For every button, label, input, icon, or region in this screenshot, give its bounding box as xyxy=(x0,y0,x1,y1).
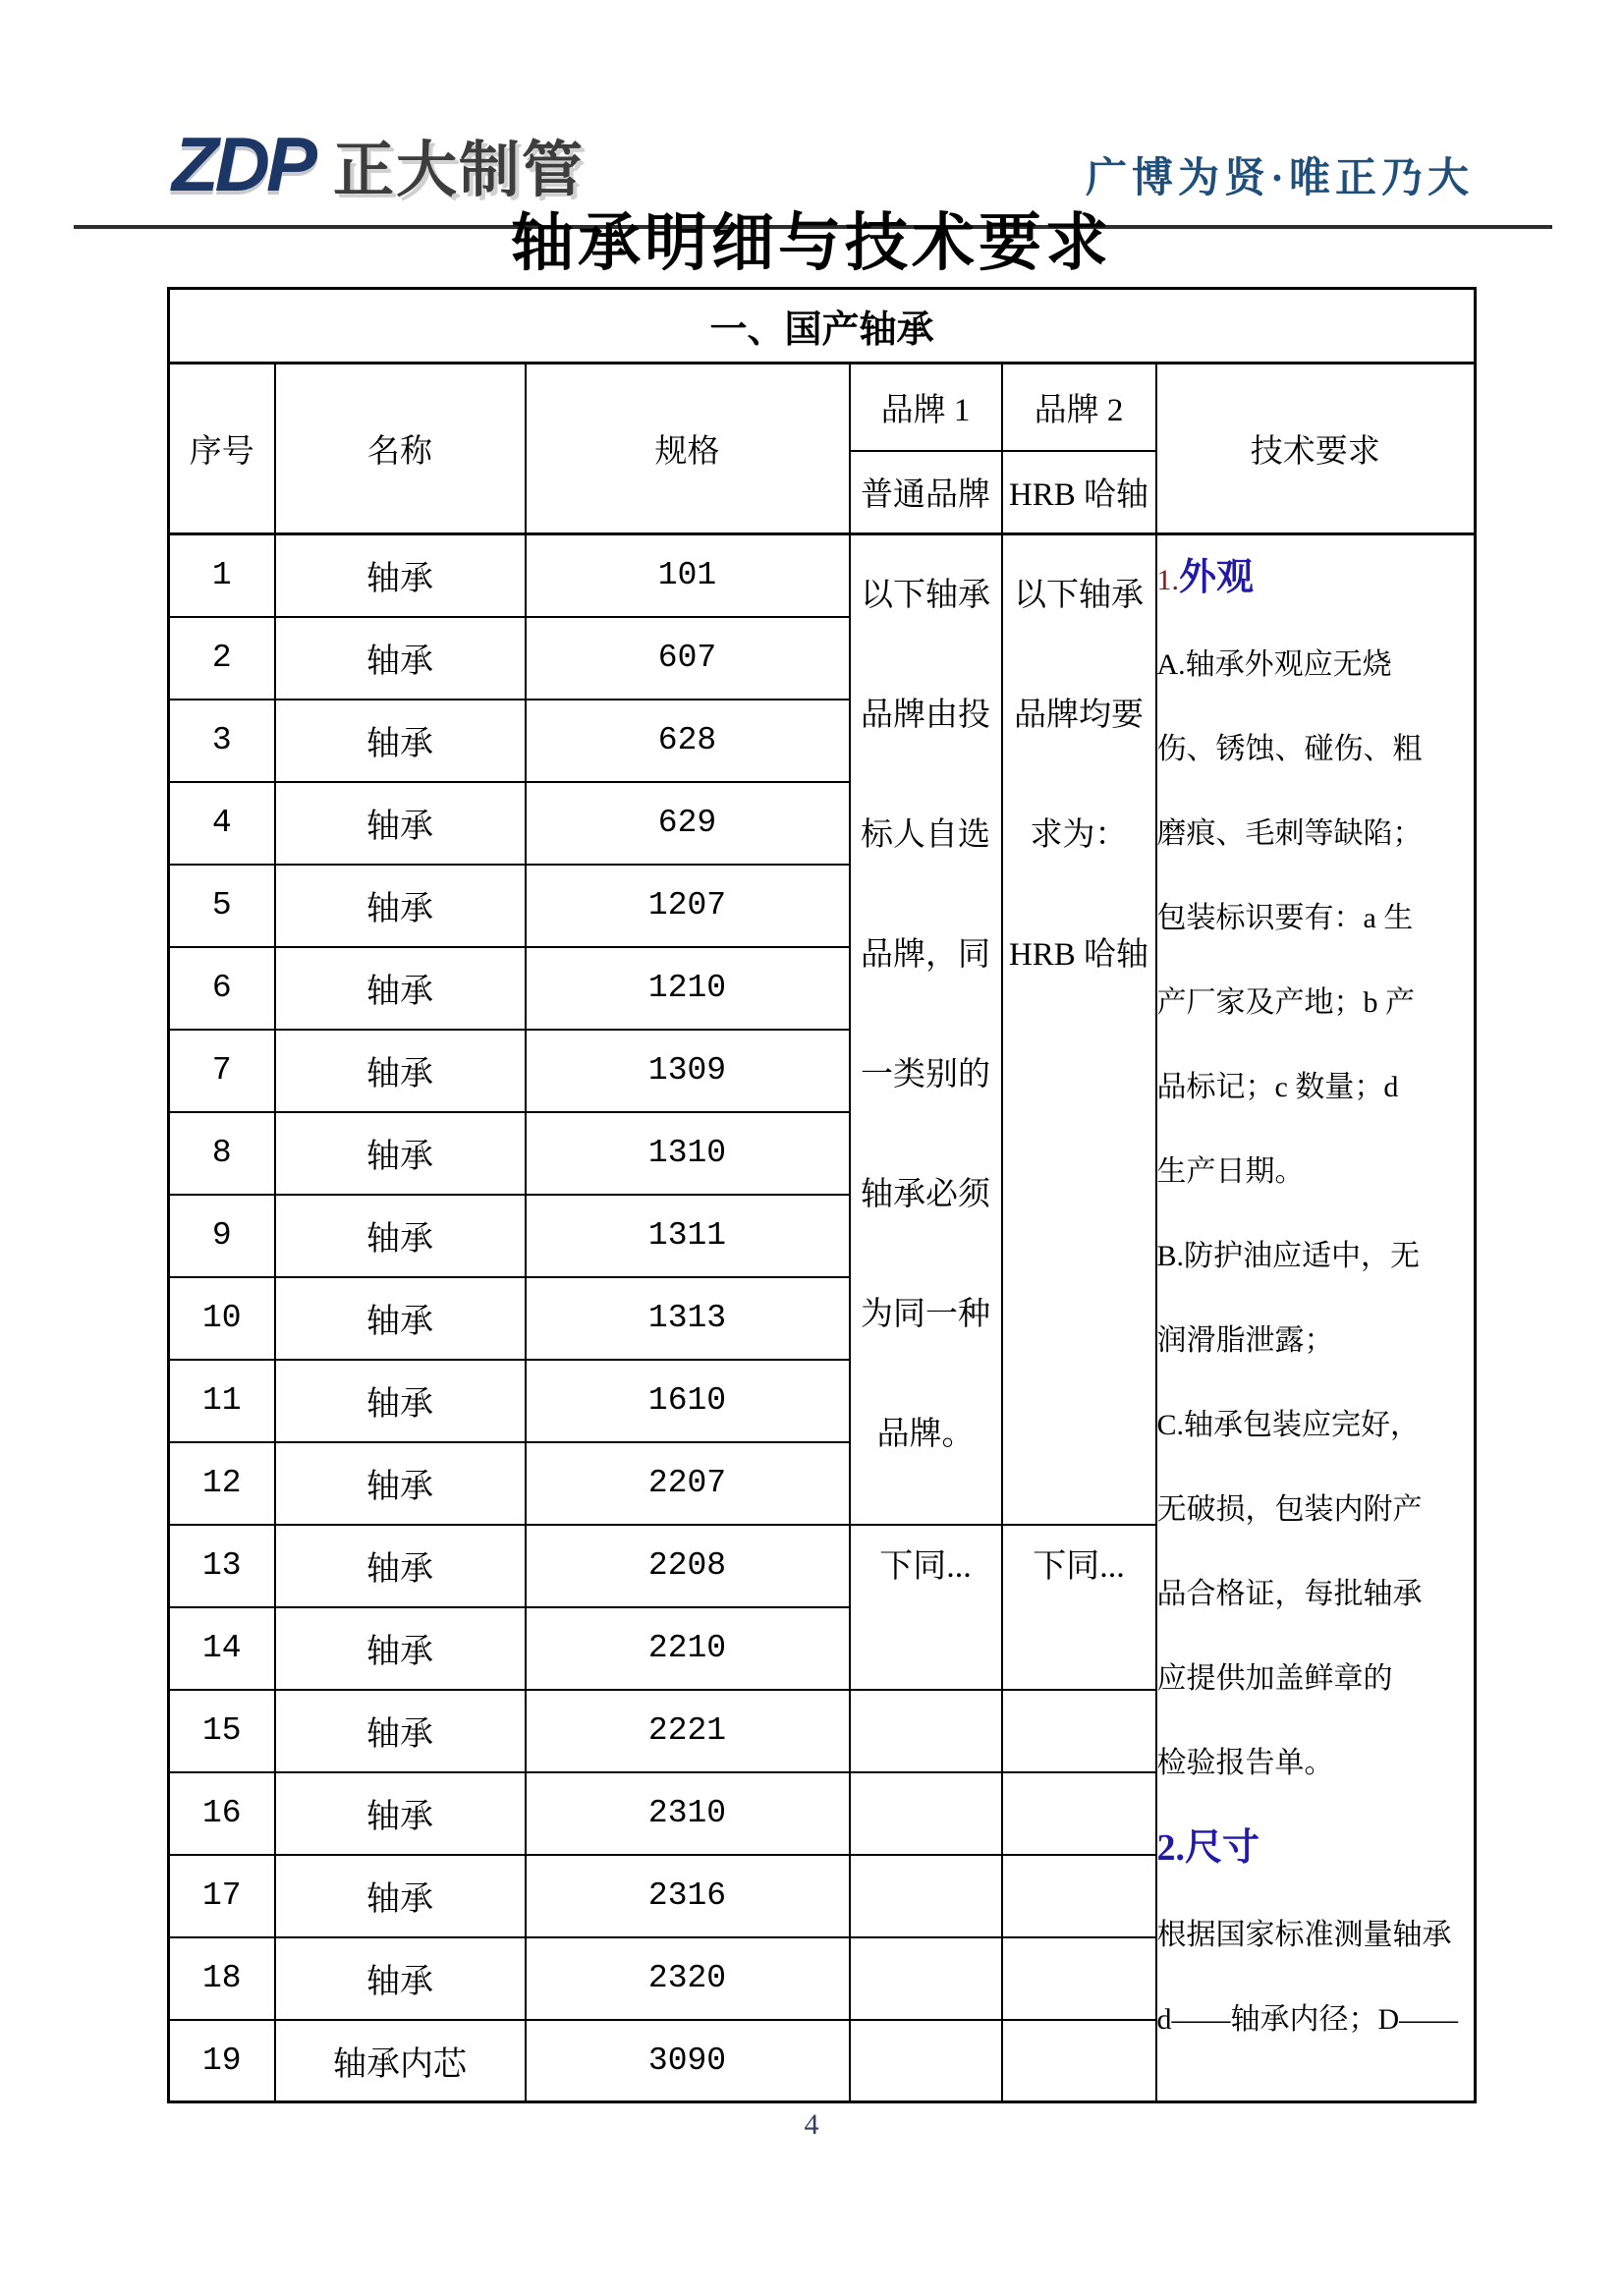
brand1-empty-cell xyxy=(850,1937,1002,2020)
brand1-empty-cell xyxy=(850,2020,1002,2102)
tech-line: 伤、锈蚀、碰伤、粗 xyxy=(1156,733,1423,765)
row-name-cell: 轴承 xyxy=(275,1360,526,1442)
row-name-cell: 轴承 xyxy=(275,1030,526,1112)
row-no-cell: 1 xyxy=(169,534,275,617)
row-name-cell: 轴承 xyxy=(275,947,526,1030)
row-spec-cell: 101 xyxy=(526,534,850,617)
col-header-no: 序号 xyxy=(169,364,275,534)
row-no-cell: 9 xyxy=(169,1195,275,1277)
brand1-empty-cell xyxy=(850,1772,1002,1855)
row-name-cell: 轴承内芯 xyxy=(275,2020,526,2102)
row-no-cell: 12 xyxy=(169,1442,275,1525)
tech-line: B.防护油应适中，无 xyxy=(1156,1240,1421,1272)
brand2-note-line: 品牌均要 xyxy=(1014,698,1144,733)
tech-heading: 1.外观 xyxy=(1156,557,1255,598)
row-no-cell: 17 xyxy=(169,1855,275,1937)
row-spec-cell: 2207 xyxy=(526,1442,850,1525)
row-no-cell: 10 xyxy=(169,1277,275,1360)
tech-line: 产厂家及产地；b 产 xyxy=(1156,986,1415,1019)
tech-line: 品合格证，每批轴承 xyxy=(1156,1578,1423,1610)
row-spec-cell: 629 xyxy=(526,782,850,865)
row-name-cell: 轴承 xyxy=(275,1855,526,1937)
row-no-cell: 2 xyxy=(169,617,275,700)
brand1-note-line: 为同一种 xyxy=(861,1297,990,1332)
tech-line: C.轴承包装应完好， xyxy=(1156,1409,1421,1441)
brand2-empty-cell xyxy=(1002,1855,1156,1937)
col-subheader-brand1: 普通品牌 xyxy=(850,451,1002,534)
brand1-note-line: 一类别的 xyxy=(861,1057,990,1092)
row-spec-cell: 1309 xyxy=(526,1030,850,1112)
row-spec-cell: 2310 xyxy=(526,1772,850,1855)
row-spec-cell: 2320 xyxy=(526,1937,850,2020)
brand1-note xyxy=(850,534,1002,1525)
tech-requirements xyxy=(1156,534,1476,2102)
tech-line: d——轴承内径；D—— xyxy=(1156,2003,1459,2036)
tech-line: 包装标识要有：a 生 xyxy=(1156,902,1414,934)
document-title: 轴承明细与技术要求 xyxy=(511,208,1112,278)
row-name-cell: 轴承 xyxy=(275,617,526,700)
row-name-cell: 轴承 xyxy=(275,1277,526,1360)
col-header-brand1: 品牌 1 xyxy=(850,364,1002,451)
row-spec-cell: 2208 xyxy=(526,1525,850,1607)
tech-line: 无破损，包装内附产 xyxy=(1156,1493,1423,1526)
brand2-note-line: 以下轴承 xyxy=(1014,578,1144,613)
row-spec-cell: 1310 xyxy=(526,1112,850,1195)
row-spec-cell: 1210 xyxy=(526,947,850,1030)
tech-line: 根据国家标准测量轴承 xyxy=(1156,1919,1452,1951)
row-no-cell: 6 xyxy=(169,947,275,1030)
row-no-cell: 8 xyxy=(169,1112,275,1195)
brand2-note-line: 求为： xyxy=(1030,817,1128,853)
brand2-note-line: HRB 哈轴 xyxy=(1008,937,1149,973)
row-no-cell: 11 xyxy=(169,1360,275,1442)
row-no-cell: 13 xyxy=(169,1525,275,1607)
brand2-empty-cell xyxy=(1002,2020,1156,2102)
row-spec-cell: 2221 xyxy=(526,1690,850,1772)
row-spec-cell: 2210 xyxy=(526,1607,850,1690)
tech-heading: 2.尺寸 xyxy=(1156,1827,1260,1869)
brand1-note-line: 标人自选 xyxy=(861,817,990,853)
company-slogan: 广博为贤·唯正乃大 xyxy=(1085,156,1474,201)
brand1-note-line: 品牌。 xyxy=(876,1417,975,1452)
row-spec-cell: 3090 xyxy=(526,2020,850,2102)
col-header-spec: 规格 xyxy=(526,364,850,534)
tech-line: 应提供加盖鲜章的 xyxy=(1156,1662,1393,1695)
row-spec-cell: 607 xyxy=(526,617,850,700)
row-name-cell: 轴承 xyxy=(275,1690,526,1772)
brand1-note-line: 以下轴承 xyxy=(861,578,990,613)
row-spec-cell: 2316 xyxy=(526,1855,850,1937)
row-no-cell: 4 xyxy=(169,782,275,865)
row-no-cell: 7 xyxy=(169,1030,275,1112)
table-header-row xyxy=(169,364,1476,451)
tech-line: 检验报告单。 xyxy=(1156,1747,1334,1779)
row-no-cell: 19 xyxy=(169,2020,275,2102)
row-no-cell: 16 xyxy=(169,1772,275,1855)
row-no-cell: 18 xyxy=(169,1937,275,2020)
col-header-name: 名称 xyxy=(275,364,526,534)
brand2-empty-cell xyxy=(1002,1937,1156,2020)
col-subheader-brand2: HRB 哈轴 xyxy=(1002,451,1156,534)
brand1-note-line: 品牌由投 xyxy=(861,698,990,733)
row-spec-cell: 1610 xyxy=(526,1360,850,1442)
brand2-ditto: 下同... xyxy=(1002,1525,1156,1690)
row-spec-cell: 628 xyxy=(526,700,850,782)
row-no-cell: 14 xyxy=(169,1607,275,1690)
row-no-cell: 3 xyxy=(169,700,275,782)
tech-line: A.轴承外观应无烧 xyxy=(1156,648,1392,681)
row-name-cell: 轴承 xyxy=(275,1112,526,1195)
row-name-cell: 轴承 xyxy=(275,782,526,865)
row-name-cell: 轴承 xyxy=(275,1195,526,1277)
table-section-title: 一、国产轴承 xyxy=(169,289,1476,364)
tech-line: 润滑脂泄露； xyxy=(1156,1324,1334,1357)
row-name-cell: 轴承 xyxy=(275,1442,526,1525)
table-row xyxy=(169,534,1476,617)
brand1-note-line: 轴承必须 xyxy=(861,1177,990,1212)
row-spec-cell: 1313 xyxy=(526,1277,850,1360)
brand1-note-line: 品牌，同 xyxy=(861,937,990,973)
brand2-empty-cell xyxy=(1002,1772,1156,1855)
row-name-cell: 轴承 xyxy=(275,1525,526,1607)
page-number: 4 xyxy=(804,2108,819,2141)
company-name: 正大制管 xyxy=(333,137,586,204)
row-name-cell: 轴承 xyxy=(275,1772,526,1855)
brand2-note xyxy=(1002,534,1156,1525)
row-name-cell: 轴承 xyxy=(275,865,526,947)
row-no-cell: 15 xyxy=(169,1690,275,1772)
brand2-empty-cell xyxy=(1002,1690,1156,1772)
col-header-brand2: 品牌 2 xyxy=(1002,364,1156,451)
row-spec-cell: 1311 xyxy=(526,1195,850,1277)
brand1-empty-cell xyxy=(850,1690,1002,1772)
row-no-cell: 5 xyxy=(169,865,275,947)
bearing-table xyxy=(167,287,1477,2103)
row-name-cell: 轴承 xyxy=(275,700,526,782)
row-name-cell: 轴承 xyxy=(275,534,526,617)
table-section-row xyxy=(169,289,1476,364)
col-header-tech: 技术要求 xyxy=(1156,364,1476,534)
row-name-cell: 轴承 xyxy=(275,1937,526,2020)
tech-line: 生产日期。 xyxy=(1156,1155,1305,1188)
tech-line: 品标记；c 数量；d xyxy=(1156,1071,1399,1103)
tech-line: 磨痕、毛刺等缺陷； xyxy=(1156,817,1423,850)
brand1-empty-cell xyxy=(850,1855,1002,1937)
brand1-ditto: 下同... xyxy=(850,1525,1002,1690)
row-spec-cell: 1207 xyxy=(526,865,850,947)
row-name-cell: 轴承 xyxy=(275,1607,526,1690)
zdp-logo-mark: ZDP xyxy=(172,121,313,207)
